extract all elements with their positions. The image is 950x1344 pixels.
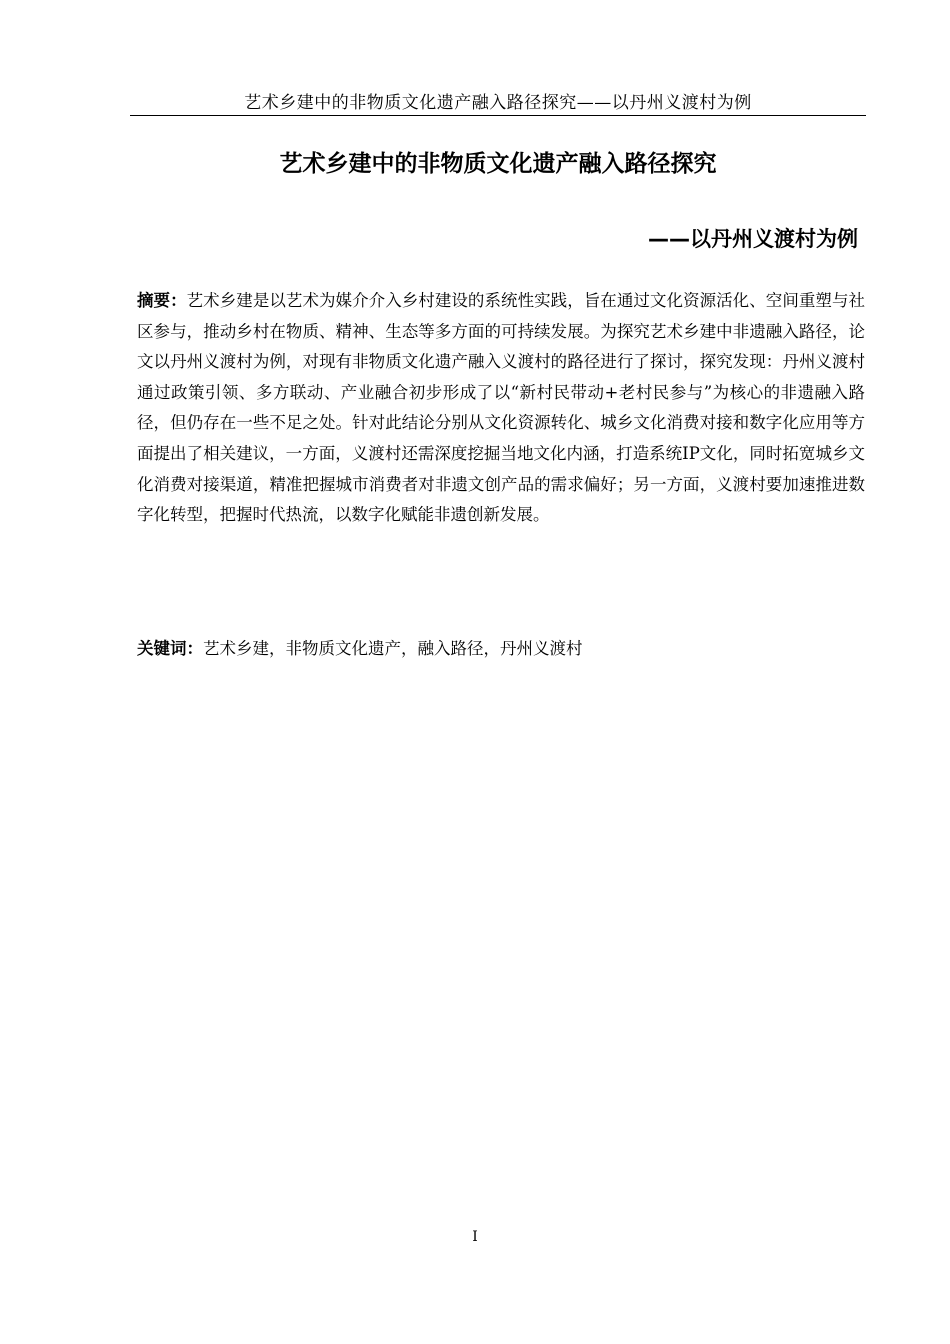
keywords — [137, 634, 865, 664]
abstract-text: 艺术乡建是以艺术为媒介介入乡村建设的系统性实践，旨在通过文化资源活化、空间重塑与社区参与，推动乡村在物质、精神、生态等多方面的可持续发展。为探究艺术乡建中非遗融入路径，论文以丹州义渡村为例，对现有非物质文化遗产融入义渡村的路径进行了探讨，探究发现：丹州义渡村通过政策引领、多方联动、产业融合初步形成了以“新村民带动+老村民参与”为核心的非遗融入路径，但仍存在一些不足之处。针对此结论分别从文化资源转化、城乡文化消费对接和数字化应用等方面提出了相关建议，一方面，义渡村还需深度挖掘当地文化内涵，打造系统IP文化，同时拓宽城乡文化消费对接渠道，精准把握城市消费者对非遗文创产品的需求偏好；另一方面，义渡村要加速推进数字化转型，把握时代热流，以数字化赋能非遗创新发展。 — [137, 291, 866, 525]
paper-title: 艺术乡建中的非物质文化遗产融入路径探究 — [279, 151, 717, 177]
page-number: I — [472, 1229, 478, 1245]
abstract — [137, 286, 865, 531]
running-header: 艺术乡建中的非物质文化遗产融入路径探究——以丹州义渡村为例 — [244, 93, 752, 113]
header-rule — [130, 115, 866, 116]
keywords-text: 艺术乡建，非物质文化遗产，融入路径，丹州义渡村 — [203, 639, 583, 658]
keywords-label: 关键词： — [137, 639, 203, 658]
paper-subtitle: ——以丹州义渡村为例 — [648, 227, 858, 251]
abstract-label: 摘要： — [137, 291, 187, 310]
